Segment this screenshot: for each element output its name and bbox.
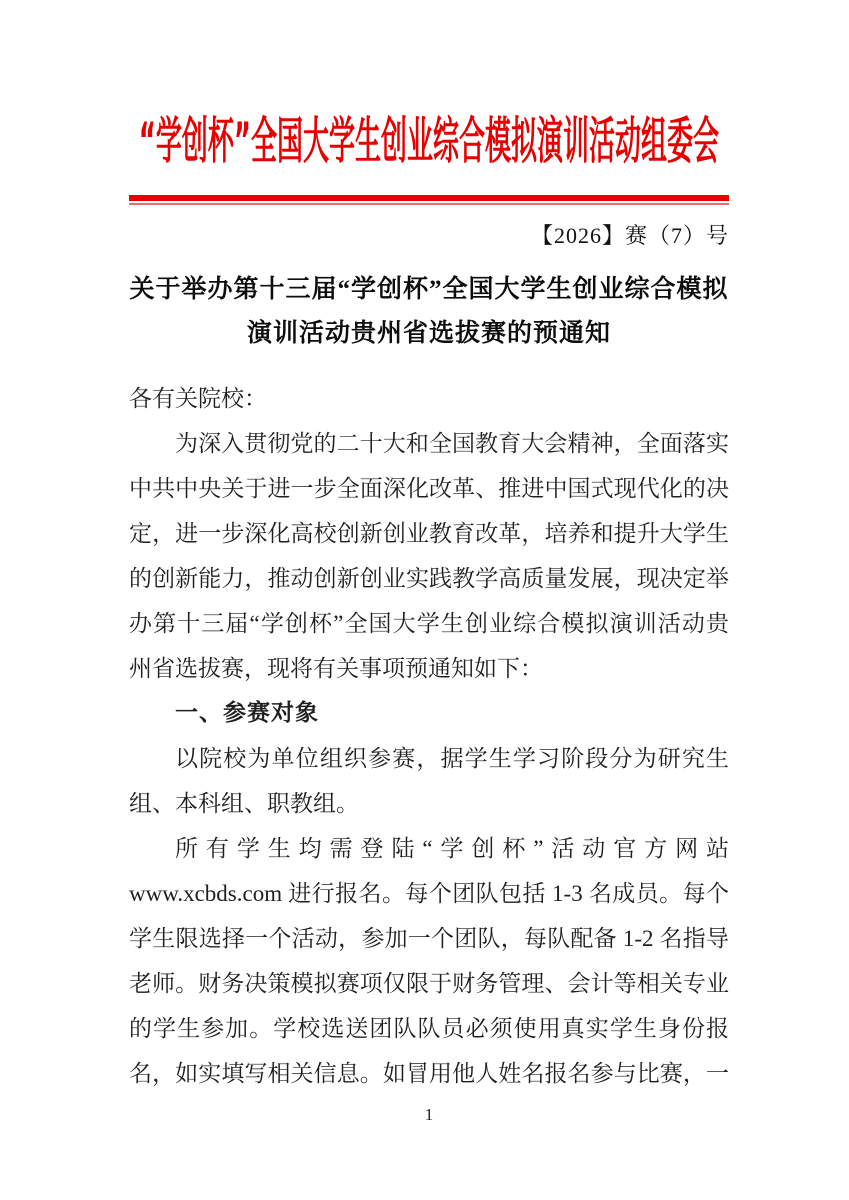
body-line: 老师。财务决策模拟赛项仅限于财务管理、会计等相关专业 [129,971,729,996]
body-line: 学生限选择一个活动，参加一个团队，每队配备 1-2 名指导 [129,926,729,951]
body-line: 州省选拔赛，现将有关事项预通知如下： [129,656,543,681]
body-line: 所有学生均需登陆“学创杯”活动官方网站 [175,836,729,861]
doc-number: 【2026】赛（7）号 [530,223,729,248]
body-line: 为深入贯彻党的二十大和全国教育大会精神，全面落实 [175,431,729,456]
document-header [129,112,729,170]
doc-title-line1: 关于举办第十三届“学创杯”全国大学生创业综合模拟 [129,276,729,303]
red-divider-thin-line [129,203,729,205]
document-content [129,0,729,1125]
body-line: www.xcbds.com 进行报名。每个团队包括 1-3 名成员。每个 [129,881,729,906]
doc-title [129,268,729,356]
red-divider [129,195,729,205]
body-line: 的创新能力，推动创新创业实践教学高质量发展，现决定举 [129,566,729,591]
page-number: 1 [424,1105,434,1124]
red-divider-thick-line [129,195,729,201]
body-line: 的学生参加。学校选送团队队员必须使用真实学生身份报 [129,1016,729,1041]
body-line: 以院校为单位组织参赛，据学生学习阶段分为研究生 [175,746,729,771]
doc-title-line2: 演训活动贵州省选拔赛的预通知 [246,320,611,347]
body-line: 定，进一步深化高校创新创业教育改革，培养和提升大学生 [129,521,729,546]
salutation-line: 各有关院校： [129,386,267,411]
doc-body [129,376,729,1096]
body-line: 办第十三届“学创杯”全国大学生创业综合模拟演训活动贵 [129,611,729,636]
body-line: 名，如实填写相关信息。如冒用他人姓名报名参与比赛，一 [129,1061,729,1086]
body-line: 中共中央关于进一步全面深化改革、推进中国式现代化的决 [129,476,729,501]
org-title: “学创杯”全国大学生创业综合模拟演训活动组委会 [138,112,720,170]
section-heading-1: 一、参赛对象 [175,700,319,726]
body-line: 组、本科组、职教组。 [129,791,359,816]
